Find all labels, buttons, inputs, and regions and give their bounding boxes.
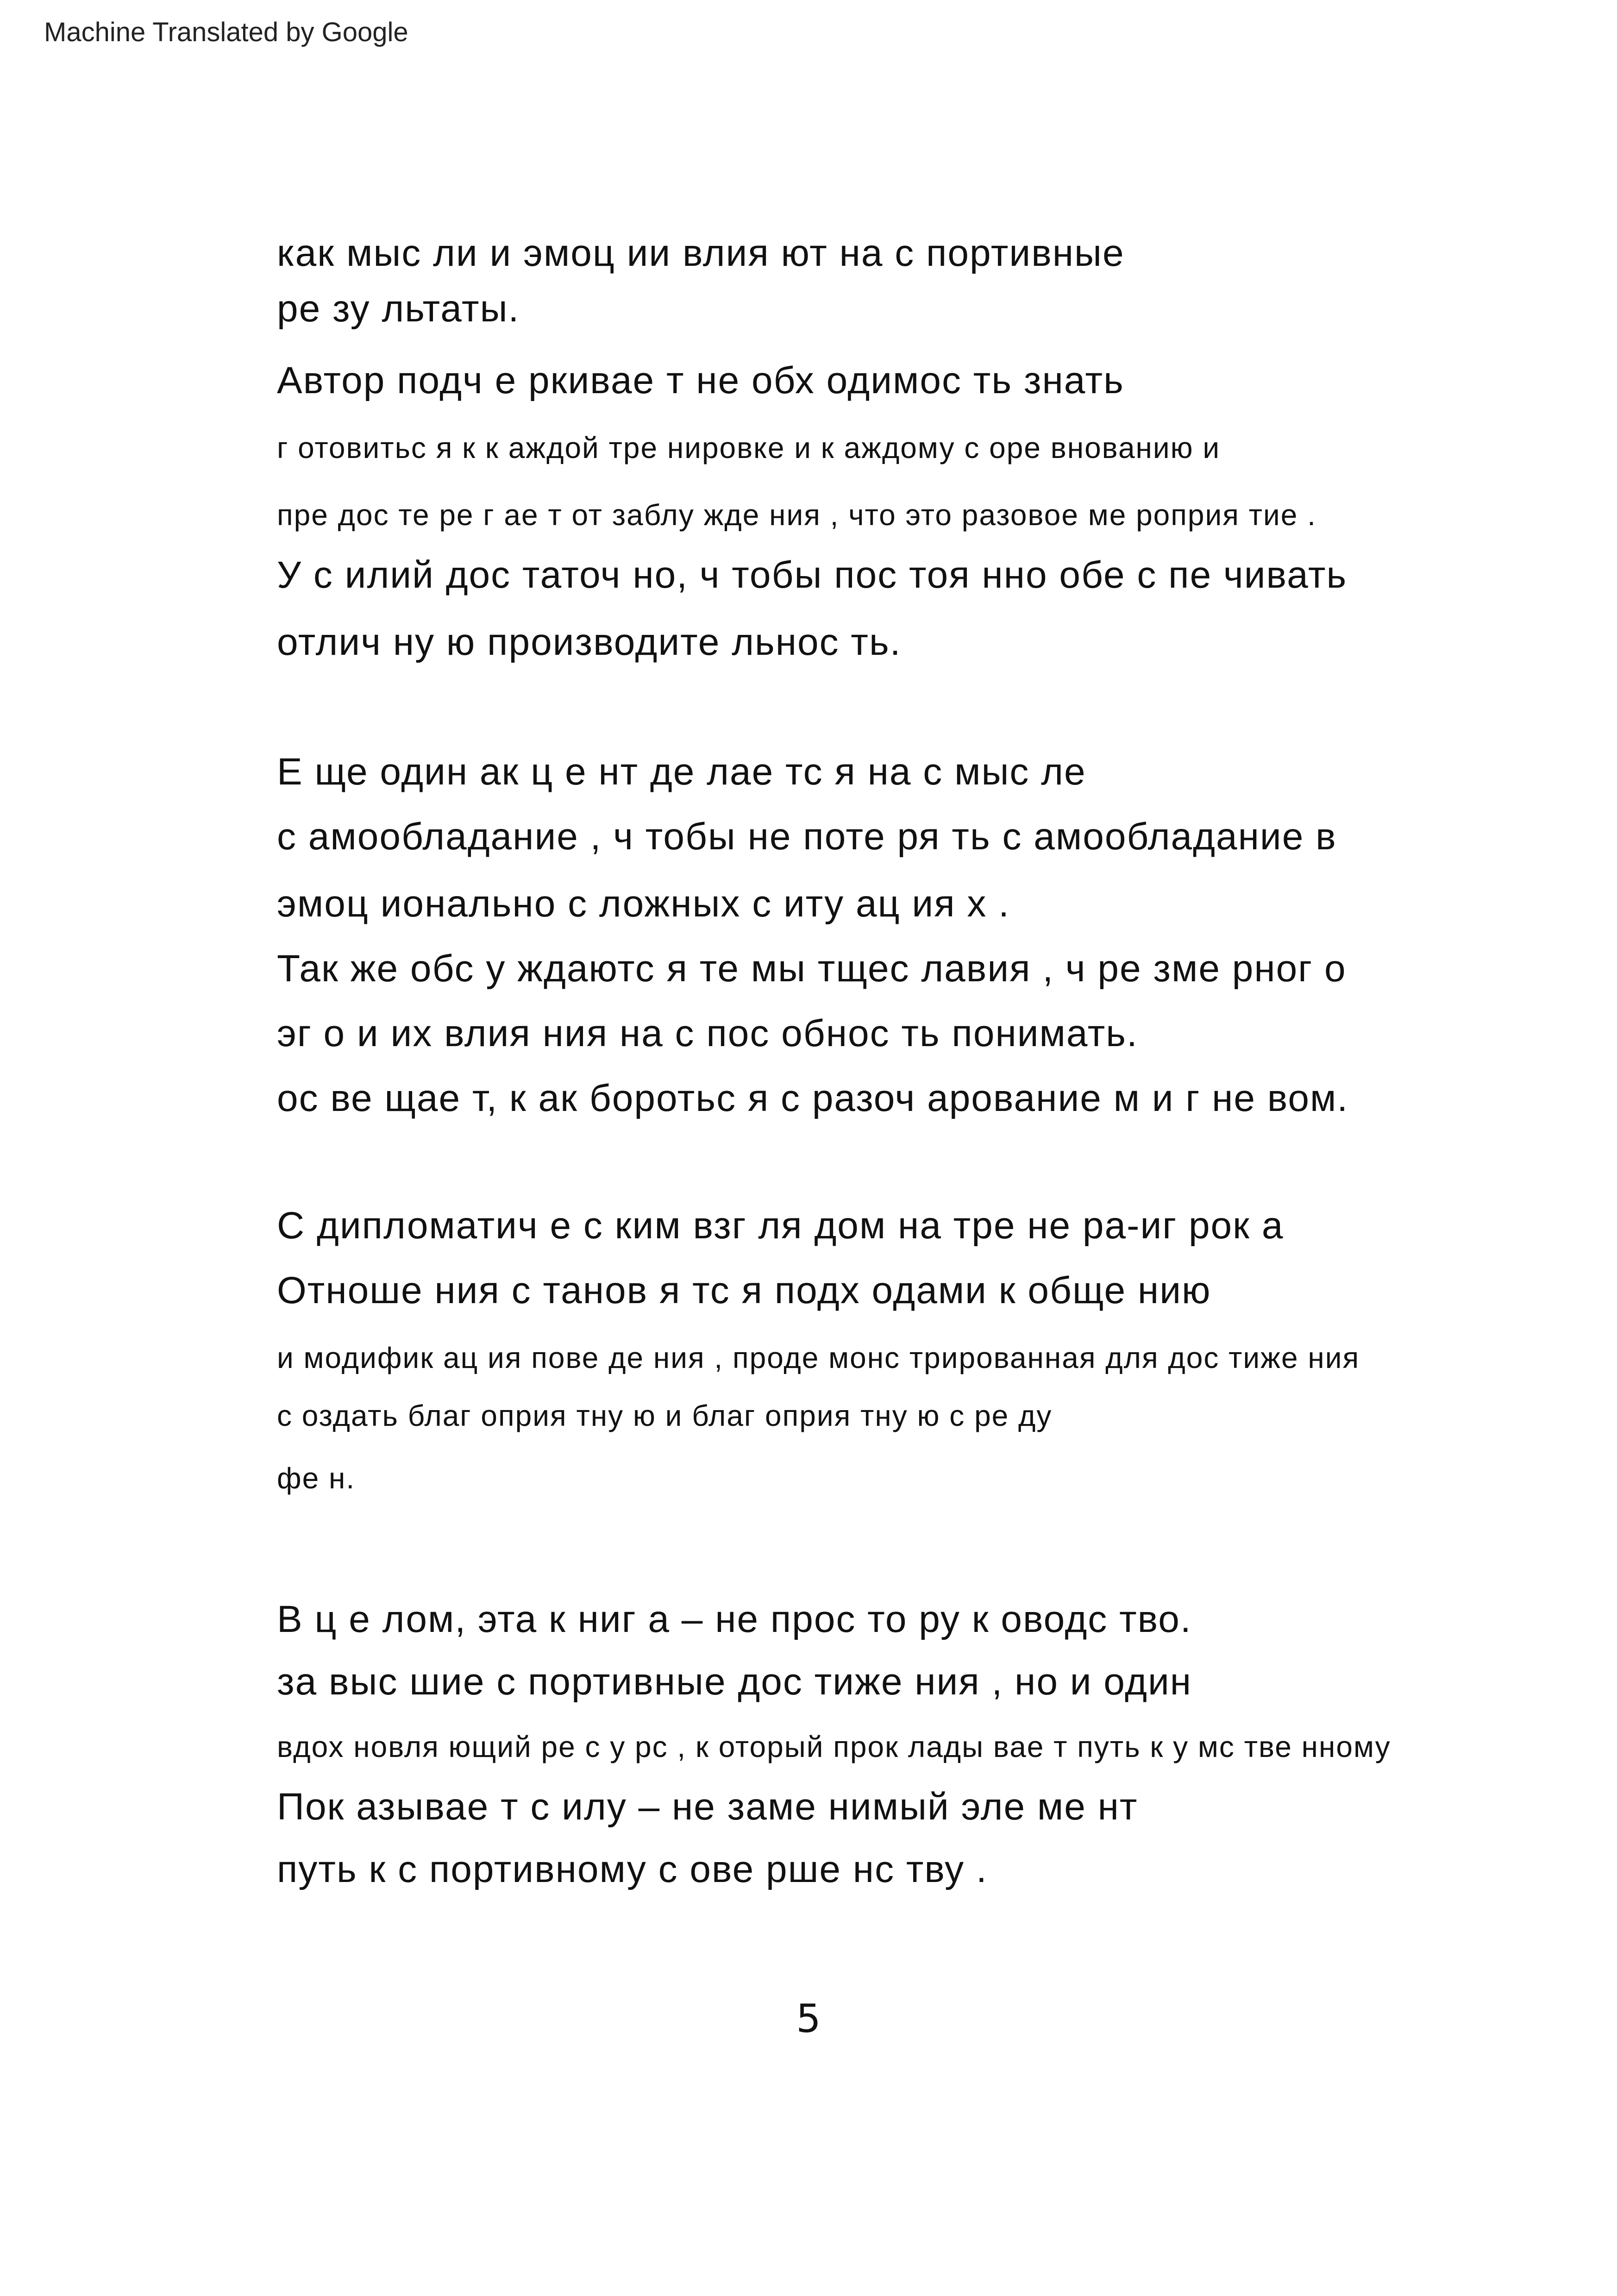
text-line: вдох новля ющий ре с у рс , к оторый прок лады вае т путь к у мс тве нному	[277, 1730, 1391, 1763]
text-line: ре зу льтаты.	[277, 288, 520, 330]
page-number: 5	[796, 1996, 821, 2041]
text-line: Е ще один ак ц е нт де лае тс я на с мыс ле	[277, 751, 1086, 793]
text-line: г отовитьс я к к аждой тре нировке и к аждому с оре внованию и	[277, 431, 1221, 464]
text-line: Так же обс у ждаютс я те мы тщес лавия , ч ре зме рног о	[277, 947, 1347, 990]
text-line: путь к с портивному с ове рше нс тву .	[277, 1848, 988, 1890]
text-line: как мыс ли и эмоц ии влия ют на с портивные	[277, 232, 1125, 274]
text-line: с амообладание , ч тобы не поте ря ть с амообладание в	[277, 816, 1337, 858]
text-line: отлич ну ю производите льнос ть.	[277, 621, 902, 663]
text-line: с оздать благ оприя тну ю и благ оприя тну ю с ре ду	[277, 1399, 1053, 1432]
text-line: эмоц ионально с ложных с иту ац ия х .	[277, 883, 1010, 925]
text-line: Автор подч е ркивае т не обх одимос ть знать	[277, 359, 1124, 401]
text-line: эг о и их влия ния на с пос обнос ть понимать.	[277, 1012, 1138, 1054]
translation-banner: Machine Translated by Google	[44, 17, 408, 47]
text-line: ос ве щае т, к ак боротьс я с разоч арование м и г не вом.	[277, 1077, 1349, 1119]
text-line: У с илий дос таточ но, ч тобы пос тоя нно обе с пе чивать	[277, 554, 1348, 596]
text-line: Отноше ния с танов я тс я подх одами к обще нию	[277, 1269, 1211, 1311]
text-line: за выс шие с портивные дос тиже ния , но и один	[277, 1661, 1192, 1703]
text-line: и модифик ац ия пове де ния , проде монс трированная для дос тиже ния	[277, 1341, 1360, 1374]
text-line: В ц е лом, эта к ниг а – не прос то ру к оводс тво.	[277, 1598, 1192, 1640]
text-line: пре дос те ре г ае т от заблу жде ния , что это разовое ме роприя тие .	[277, 498, 1316, 532]
text-line: С дипломатич е с ким взг ля дом на тре не ра-иг рок а	[277, 1204, 1284, 1247]
text-line: Пок азывае т с илу – не заме нимый эле ме нт	[277, 1786, 1138, 1828]
text-line: фе н.	[277, 1462, 356, 1495]
